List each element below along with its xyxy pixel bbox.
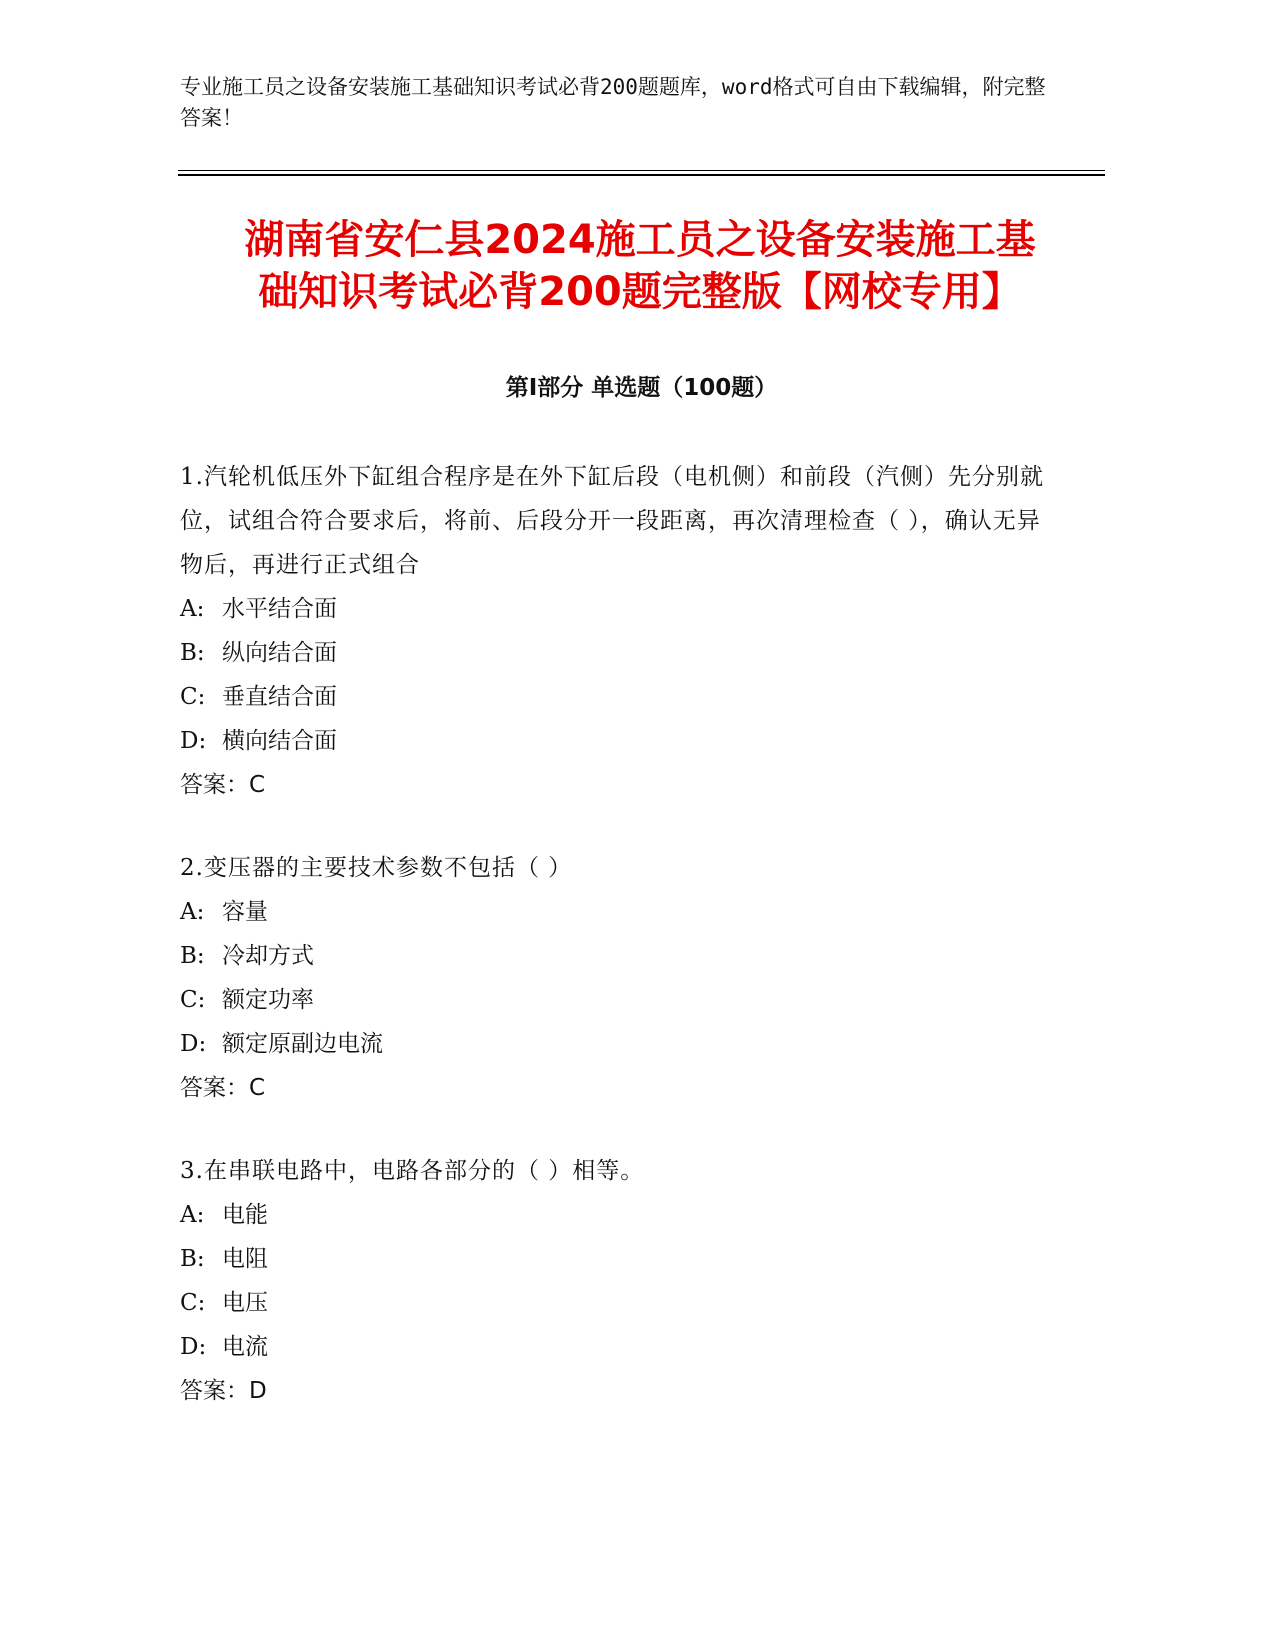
option-text: 电流 <box>222 1334 268 1360</box>
question-stem: 1.汽轮机低压外下缸组合程序是在外下缸后段（电机侧）和前段（汽侧）先分别就位，试组合符合要求后，将前、后段分开一段距离，再次清理检查（ ），确认无异物后，再进行正式组合 <box>180 464 1044 578</box>
option-c <box>180 675 1060 719</box>
option-b <box>180 1237 1060 1281</box>
option-c <box>180 1281 1060 1325</box>
answer: 答案：C <box>180 772 266 798</box>
option-key: C: <box>180 1290 206 1316</box>
option-key: C: <box>180 987 206 1013</box>
document-title-line-1: 湖南省安仁县2024施工员之设备安装施工基 <box>244 217 1036 263</box>
option-text: 电能 <box>222 1202 268 1228</box>
option-key: A: <box>180 899 205 925</box>
question-1 <box>180 455 1060 807</box>
header-rule-thin <box>178 170 1105 171</box>
option-a <box>180 587 1060 631</box>
answer: 答案：C <box>180 1075 266 1101</box>
option-a <box>180 890 1060 934</box>
option-text: 纵向结合面 <box>222 640 337 666</box>
option-text: 电压 <box>222 1290 268 1316</box>
option-key: B: <box>180 640 205 666</box>
option-key: D: <box>180 728 207 754</box>
option-text: 冷却方式 <box>222 943 314 969</box>
question-stem: 3.在串联电路中，电路各部分的（ ）相等。 <box>180 1158 645 1184</box>
option-key: D: <box>180 1031 207 1057</box>
option-d <box>180 1022 1060 1066</box>
question-stem: 2.变压器的主要技术参数不包括（ ） <box>180 855 573 881</box>
option-text: 水平结合面 <box>222 596 337 622</box>
header-rule-thick <box>178 174 1105 176</box>
option-key: D: <box>180 1334 207 1360</box>
document-title <box>170 214 1110 318</box>
option-b <box>180 934 1060 978</box>
option-key: B: <box>180 1246 205 1272</box>
option-text: 额定功率 <box>222 987 314 1013</box>
header-note: 专业施工员之设备安装施工基础知识考试必背200题题库，word格式可自由下载编辑，附完整答案！ <box>180 75 1046 130</box>
option-text: 垂直结合面 <box>222 684 337 710</box>
option-b <box>180 631 1060 675</box>
option-key: A: <box>180 1202 205 1228</box>
option-key: A: <box>180 596 205 622</box>
question-3 <box>180 1149 1060 1413</box>
document-title-line-2: 础知识考试必背200题完整版【网校专用】 <box>258 269 1022 315</box>
option-text: 容量 <box>222 899 268 925</box>
option-key: B: <box>180 943 205 969</box>
question-list <box>180 455 1060 1452</box>
option-text: 额定原副边电流 <box>222 1031 383 1057</box>
section-title: 第Ⅰ部分 单选题（100题） <box>505 375 778 401</box>
option-d <box>180 719 1060 763</box>
question-2 <box>180 846 1060 1110</box>
option-a <box>180 1193 1060 1237</box>
option-text: 横向结合面 <box>222 728 337 754</box>
option-key: C: <box>180 684 206 710</box>
option-text: 电阻 <box>222 1246 268 1272</box>
option-d <box>180 1325 1060 1369</box>
option-c <box>180 978 1060 1022</box>
answer: 答案：D <box>180 1378 267 1404</box>
